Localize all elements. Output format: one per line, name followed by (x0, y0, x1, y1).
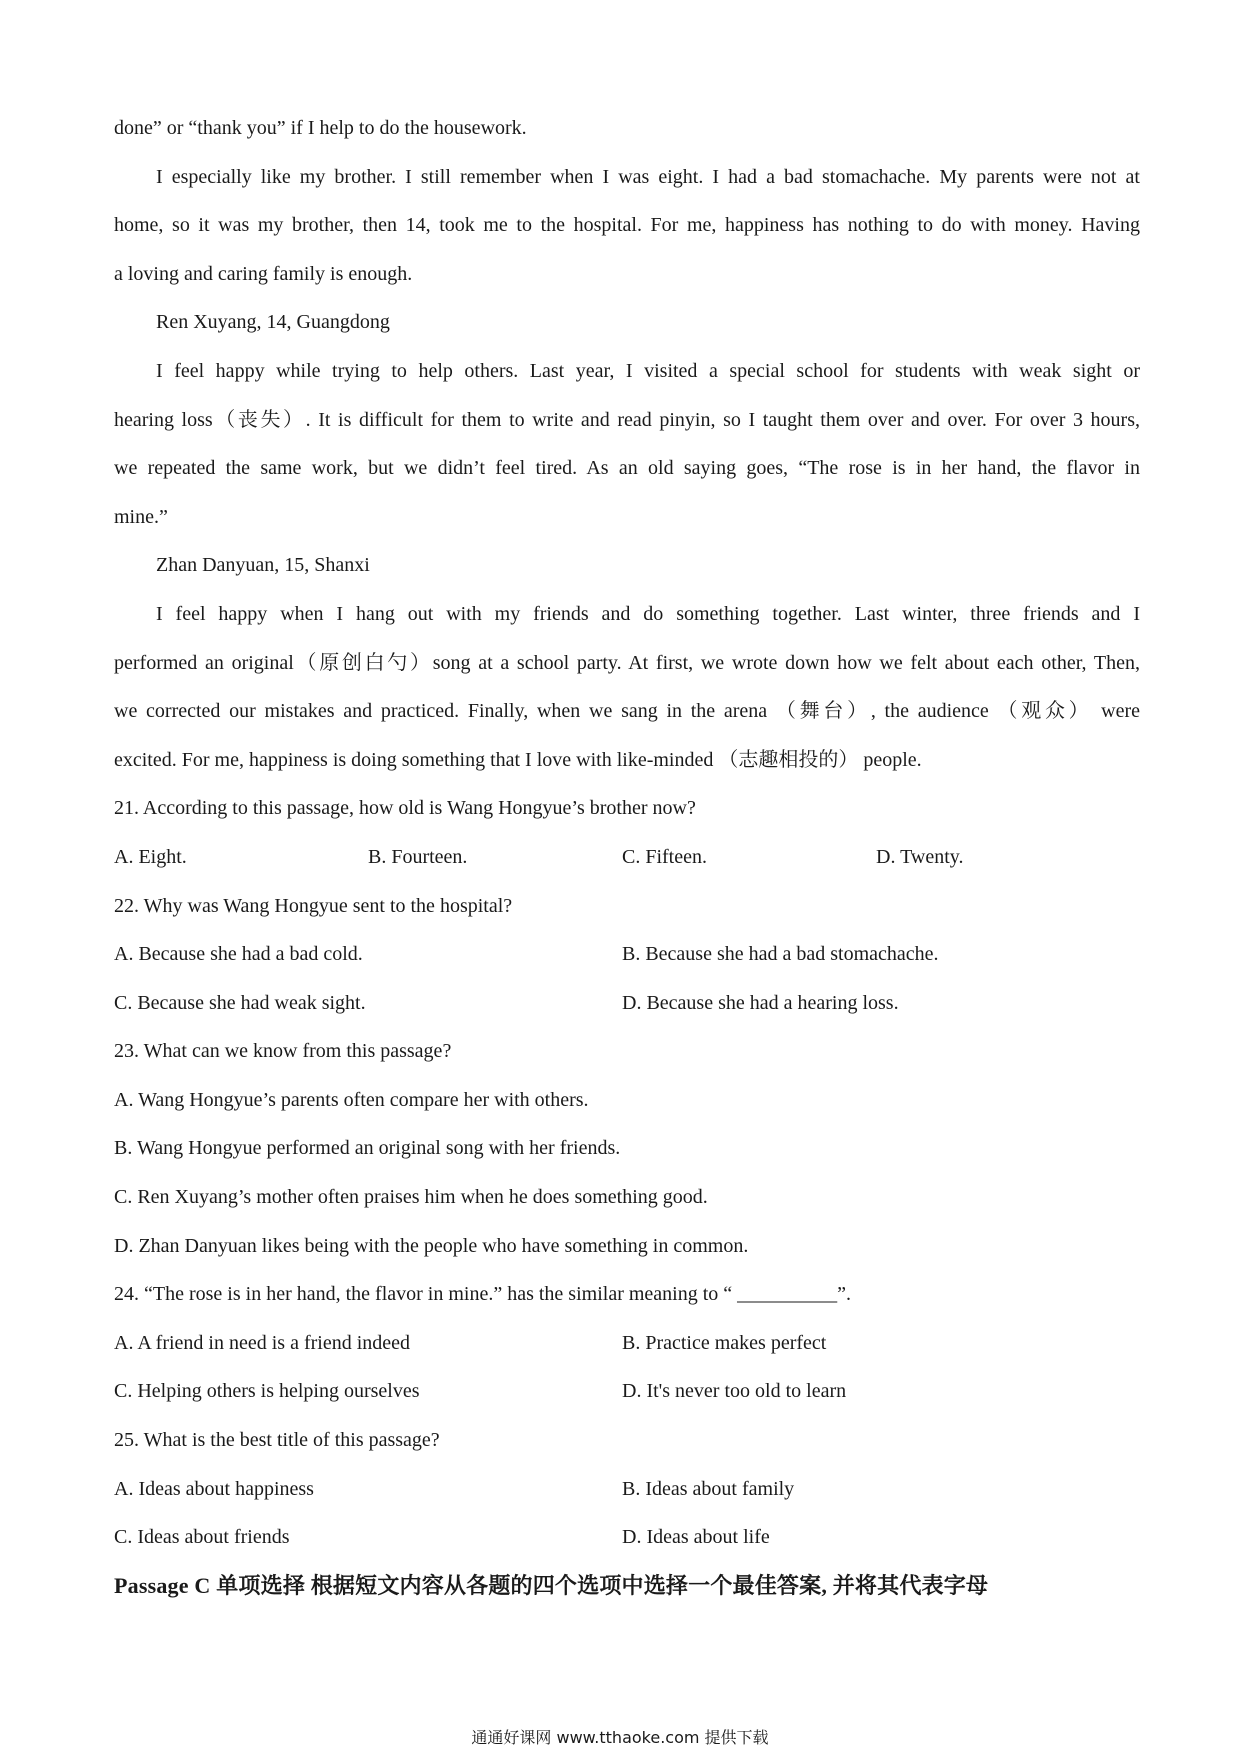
option-d: D. Because she had a hearing loss. (622, 991, 899, 1014)
question-options (114, 930, 1140, 979)
option-c: C. Fifteen. (622, 845, 707, 868)
option-b: B. Ideas about family (622, 1477, 795, 1500)
passage-line: mine.” (114, 505, 168, 528)
question-options (114, 1513, 1140, 1562)
question-options (114, 1367, 1140, 1416)
option-a: A. Eight. (114, 845, 187, 868)
page-footer: 通通好课网 www.tthaoke.com 提供下载 (471, 1728, 769, 1747)
passage-line: home, so it was my brother, then 14, took me to the hospital. For me, happiness has nothing to do with money. Having (114, 214, 1140, 237)
passage-line: we repeated the same work, but we didn’t feel tired. As an old saying goes, “The rose is in her hand, the flavor in (114, 457, 1140, 480)
author-byline: Ren Xuyang, 14, Guangdong (156, 311, 390, 334)
document-content (114, 104, 1140, 1610)
option-d: D. Ideas about life (622, 1526, 770, 1549)
option-c: C. Ren Xuyang’s mother often praises him when he does something good. (114, 1186, 708, 1209)
question-stem: 24. “The rose is in her hand, the flavor in mine.” has the similar meaning to “ __________”. (114, 1283, 852, 1306)
passage-line: I feel happy while trying to help others. Last year, I visited a special school for students with weak sight or (156, 359, 1140, 382)
question-options (114, 1465, 1140, 1514)
question-stem: 23. What can we know from this passage? (114, 1040, 452, 1063)
passage-line: excited. For me, happiness is doing something that I love with like-minded （志趣相投的） people. (114, 748, 922, 771)
option-d: D. Zhan Danyuan likes being with the people who have something in common. (114, 1234, 749, 1257)
option-c: C. Because she had weak sight. (114, 991, 366, 1014)
option-d: D. Twenty. (876, 845, 964, 868)
passage-line: I especially like my brother. I still remember when I was eight. I had a bad stomachache. My parents were not at (156, 165, 1140, 188)
passage-line: a loving and caring family is enough. (114, 262, 413, 285)
option-b: B. Fourteen. (368, 845, 468, 868)
passage-line: I feel happy when I hang out with my friends and do something together. Last winter, three friends and I (156, 602, 1140, 625)
passage-line: we corrected our mistakes and practiced. Finally, when we sang in the arena （舞台）, the audience （观众） were (114, 700, 1140, 723)
question-stem: 22. Why was Wang Hongyue sent to the hospital? (114, 894, 513, 917)
option-b: B. Wang Hongyue performed an original song with her friends. (114, 1137, 621, 1160)
question-options (114, 1319, 1140, 1368)
option-a: A. A friend in need is a friend indeed (114, 1331, 411, 1354)
question-stem: 21. According to this passage, how old is Wang Hongyue’s brother now? (114, 797, 696, 820)
passage-line: hearing loss（丧失）. It is difficult for them to write and read pinyin, so I taught them over and over. For over 3 hours, (114, 408, 1140, 431)
question-options (114, 979, 1140, 1028)
question-stem: 25. What is the best title of this passage? (114, 1429, 440, 1452)
option-b: B. Practice makes perfect (622, 1331, 827, 1354)
option-c: C. Ideas about friends (114, 1526, 290, 1549)
option-c: C. Helping others is helping ourselves (114, 1380, 420, 1403)
option-d: D. It's never too old to learn (622, 1380, 847, 1403)
section-heading: Passage C 单项选择 根据短文内容从各题的四个选项中选择一个最佳答案, 并将其代表字母 (114, 1572, 989, 1598)
author-byline: Zhan Danyuan, 15, Shanxi (156, 554, 370, 577)
option-a: A. Ideas about happiness (114, 1477, 314, 1500)
passage-line: done” or “thank you” if I help to do the housework. (114, 117, 527, 139)
option-a: A. Because she had a bad cold. (114, 943, 363, 966)
option-b: B. Because she had a bad stomachache. (622, 943, 939, 966)
option-a: A. Wang Hongyue’s parents often compare her with others. (114, 1088, 589, 1111)
question-options (114, 833, 1140, 882)
passage-line: performed an original（原创白勺）song at a school party. At first, we wrote down how we felt about each other, Then, (114, 651, 1140, 674)
